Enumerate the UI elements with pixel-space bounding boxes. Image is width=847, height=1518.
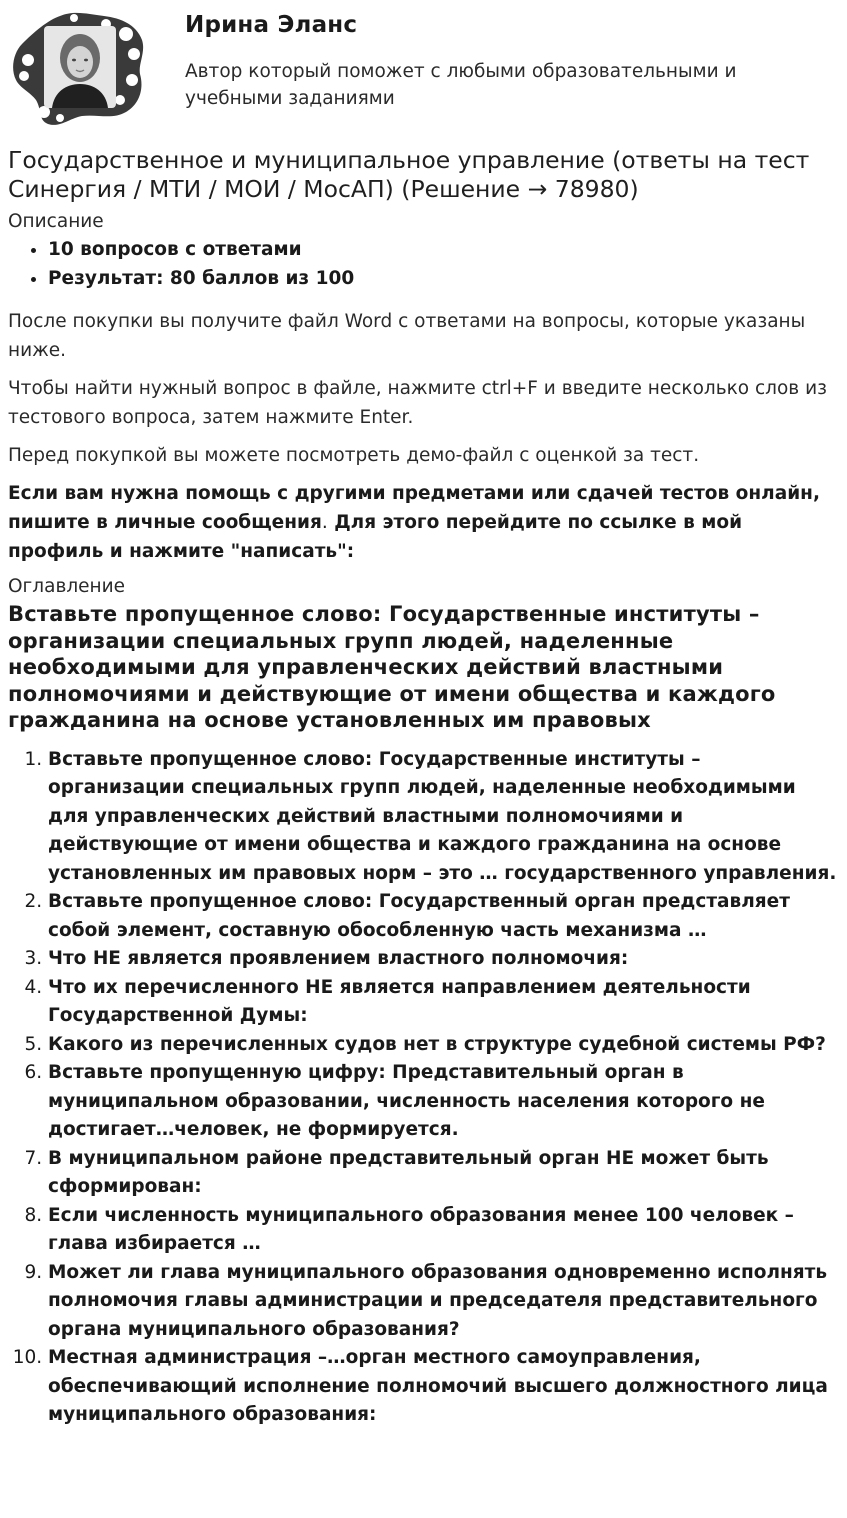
author-name[interactable]: Ирина Эланс <box>185 12 358 38</box>
help-text-dot: . <box>321 512 328 533</box>
description-paragraph: Перед покупкой вы можете посмотреть демо-файл с оценкой за тест. <box>8 445 700 466</box>
description-label: Описание <box>8 211 104 232</box>
main-content <box>8 146 838 1430</box>
film-reel-avatar-icon <box>8 8 150 126</box>
list-item: • Результат: 80 баллов из 100 <box>48 265 838 294</box>
questions-list <box>8 746 838 1430</box>
question-item: 10. Местная администрация –…орган местного самоуправления, обеспечивающий исполнение полномочий высшего должностного лица муниципального образования: <box>48 1344 838 1430</box>
toc-label: Оглавление <box>8 576 126 597</box>
question-item: 3. Что НЕ является проявлением властного полномочия: <box>48 945 838 974</box>
description-paragraph: После покупки вы получите файл Word с ответами на вопросы, которые указаны ниже. <box>8 311 806 361</box>
question-item: 2. Вставьте пропущенное слово: Государственный орган представляет собой элемент, составную обособленную часть механизма … <box>48 888 838 945</box>
author-description: Автор который поможет с любыми образовательными и учебными заданиями <box>185 61 737 109</box>
help-text: Если вам нужна помощь с другими предметами или сдачей тестов онлайн, пишите в личные сообщения <box>8 483 820 533</box>
page-title: Государственное и муниципальное управление (ответы на тест Синергия / МТИ / МОИ / МосАП) (Решение → 78980) <box>8 146 810 203</box>
toc-heading: Вставьте пропущенное слово: Государственные институты – организации специальных групп людей, наделенные необходимыми для управленческих действий властными полномочиями и действующие от имени общества и каждого гражданина на основе установленных им правовых <box>8 602 776 732</box>
question-item: 7. В муниципальном районе представительный орган НЕ может быть сформирован: <box>48 1145 838 1202</box>
help-text-link: Для этого перейдите по ссылке в мой профиль и нажмите "написать": <box>8 512 743 562</box>
question-item: 6. Вставьте пропущенную цифру: Представительный орган в муниципальном образовании, численность населения которого не достигает…человек, не формируется. <box>48 1059 838 1145</box>
question-item: 4. Что их перечисленного НЕ является направлением деятельности Государственной Думы: <box>48 974 838 1031</box>
description-paragraph: Чтобы найти нужный вопрос в файле, нажмите ctrl+F и введите несколько слов из тестового вопроса, затем нажмите Enter. <box>8 378 827 428</box>
author-avatar[interactable] <box>8 8 150 126</box>
help-paragraph <box>8 479 838 566</box>
author-card <box>8 8 838 128</box>
question-item: 8. Если численность муниципального образования менее 100 человек – глава избирается … <box>48 1202 838 1259</box>
list-item: • 10 вопросов с ответами <box>48 236 838 265</box>
question-item: 1. Вставьте пропущенное слово: Государственные институты – организации специальных групп людей, наделенные необходимыми для управленческих действий властными полномочиями и действующие от имени общества и каждого гражданина на основе установленных им правовых норм – это … государственного управления. <box>48 746 838 889</box>
question-item: 9. Может ли глава муниципального образования одновременно исполнять полномочия главы администрации и председателя представительного органа муниципального образования? <box>48 1259 838 1345</box>
question-item: 5. Какого из перечисленных судов нет в структуре судебной системы РФ? <box>48 1031 838 1060</box>
description-bullets <box>8 236 838 293</box>
